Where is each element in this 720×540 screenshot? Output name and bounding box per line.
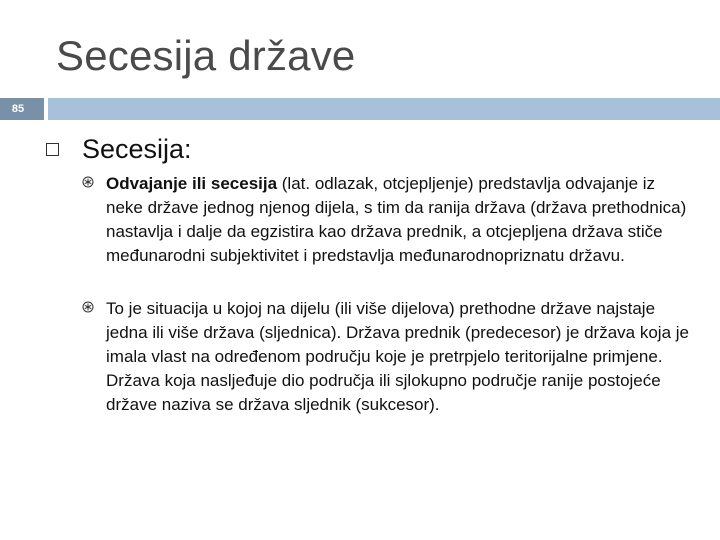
point-2-text bbox=[106, 297, 696, 417]
hollow-square-icon bbox=[46, 143, 59, 156]
slide-number: 85 bbox=[11, 103, 25, 115]
point-2-body: To je situacija u kojoj na dijelu (ili više dijelova) prethodne države najstaje jedna ili više država (sljednica). Država prednik (predecesor) je država koja je imala vlast na određenom području koje je pretrpjelo teritorijalne primjene. Država koja nasljeđuje dio područja ili sjlokupno područje ranije postojeće države naziva se država sljednik (sukcesor). bbox=[106, 299, 689, 414]
circled-star-icon bbox=[82, 301, 94, 313]
slide-title: Secesija države bbox=[56, 32, 356, 79]
circled-star-icon bbox=[82, 176, 94, 188]
point-1-body: (lat. odlazak, otcjepljenje) predstavlja odvajanje iz neke države jednog njenog dijela, s tim da ranija država (država prethodnica) nastavlja i dalje da egzistira kao država prednik, a otcjepljena država stiče međunarodni subjektivitet i predstavlja međunarodnopriznatu državu. bbox=[106, 174, 687, 265]
level1-heading: Secesija: bbox=[82, 134, 192, 164]
point-1-bold: Odvajanje ili secesija bbox=[106, 174, 278, 193]
point-1-text bbox=[106, 172, 696, 268]
title-rule-bar bbox=[48, 98, 720, 120]
